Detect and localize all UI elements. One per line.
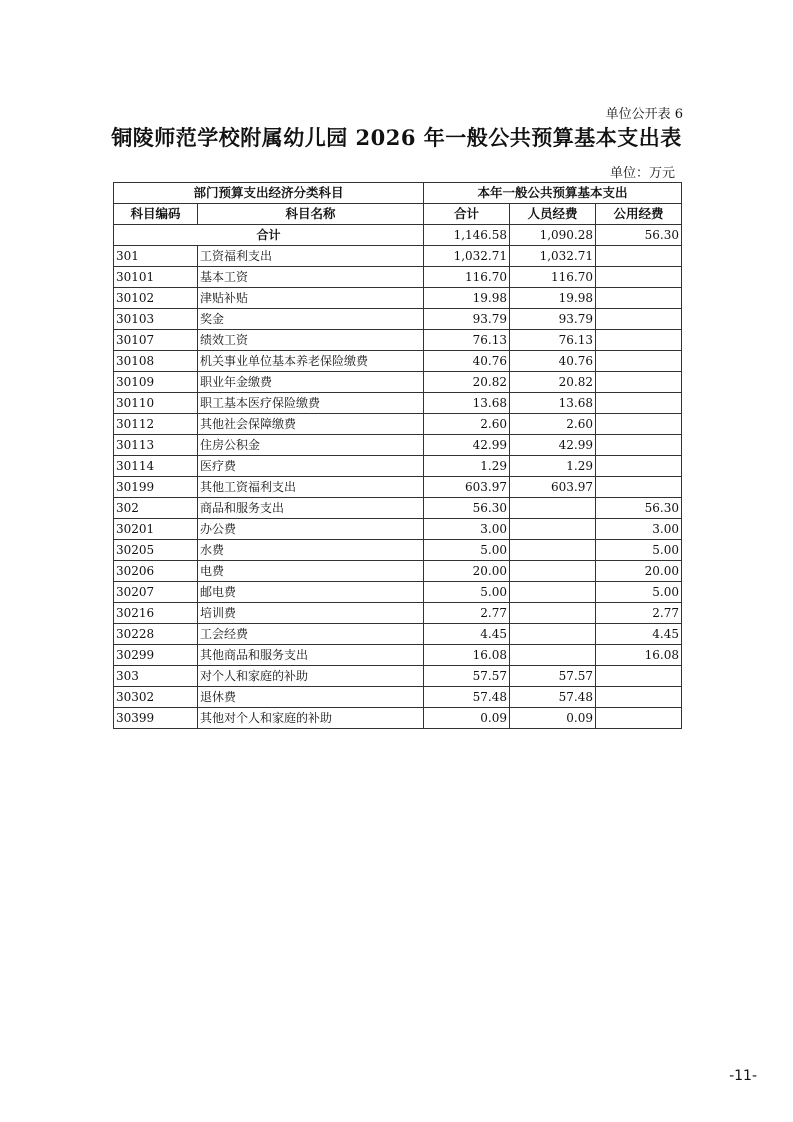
row-total: 20.82: [424, 372, 510, 393]
table-row: [114, 540, 682, 561]
row-total: 16.08: [424, 645, 510, 666]
row-name: 奖金: [198, 309, 424, 330]
table-row: [114, 498, 682, 519]
row-total: 13.68: [424, 393, 510, 414]
row-personnel: [510, 498, 596, 519]
row-personnel: [510, 561, 596, 582]
header-group-classification: 部门预算支出经济分类科目: [114, 183, 424, 204]
row-total: 76.13: [424, 330, 510, 351]
table-row: [114, 708, 682, 729]
row-code: 30114: [114, 456, 198, 477]
row-total: 1.29: [424, 456, 510, 477]
row-public: 3.00: [596, 519, 682, 540]
table-row: [114, 309, 682, 330]
row-personnel: [510, 519, 596, 540]
row-public: [596, 435, 682, 456]
row-total: 56.30: [424, 498, 510, 519]
row-personnel: 57.48: [510, 687, 596, 708]
row-total: 42.99: [424, 435, 510, 456]
table-row: [114, 330, 682, 351]
row-personnel: 40.76: [510, 351, 596, 372]
row-name: 水费: [198, 540, 424, 561]
row-code: 30399: [114, 708, 198, 729]
row-code: 30207: [114, 582, 198, 603]
row-name: 商品和服务支出: [198, 498, 424, 519]
table-row: [114, 351, 682, 372]
total-row-label: 合计: [114, 225, 424, 246]
table-row: [114, 687, 682, 708]
header-name: 科目名称: [198, 204, 424, 225]
row-public: [596, 687, 682, 708]
table-row: [114, 456, 682, 477]
row-personnel: [510, 645, 596, 666]
row-public: [596, 246, 682, 267]
row-public: [596, 456, 682, 477]
row-total: 2.60: [424, 414, 510, 435]
row-name: 其他社会保障缴费: [198, 414, 424, 435]
table-row: [114, 267, 682, 288]
row-public: 4.45: [596, 624, 682, 645]
page-number: -11-: [729, 1068, 757, 1084]
row-name: 邮电费: [198, 582, 424, 603]
row-total: 93.79: [424, 309, 510, 330]
row-code: 30110: [114, 393, 198, 414]
header-code: 科目编码: [114, 204, 198, 225]
table-row: [114, 393, 682, 414]
row-code: 30101: [114, 267, 198, 288]
row-personnel: [510, 582, 596, 603]
row-total: 3.00: [424, 519, 510, 540]
table-row: [114, 624, 682, 645]
row-name: 退休费: [198, 687, 424, 708]
table-row: [114, 666, 682, 687]
row-code: 30302: [114, 687, 198, 708]
table-row: [114, 246, 682, 267]
table-row: [114, 582, 682, 603]
budget-table: [113, 182, 682, 729]
table-row: [114, 603, 682, 624]
row-personnel: 19.98: [510, 288, 596, 309]
row-name: 医疗费: [198, 456, 424, 477]
row-personnel: 42.99: [510, 435, 596, 456]
table-row: [114, 561, 682, 582]
row-code: 30109: [114, 372, 198, 393]
row-public: [596, 309, 682, 330]
row-personnel: 0.09: [510, 708, 596, 729]
row-code: 30103: [114, 309, 198, 330]
row-name: 职业年金缴费: [198, 372, 424, 393]
row-total: 19.98: [424, 288, 510, 309]
table-row: [114, 414, 682, 435]
row-code: 30299: [114, 645, 198, 666]
row-total: 57.57: [424, 666, 510, 687]
row-personnel: 2.60: [510, 414, 596, 435]
row-total: 40.76: [424, 351, 510, 372]
row-total: 4.45: [424, 624, 510, 645]
row-total: 5.00: [424, 540, 510, 561]
row-code: 30107: [114, 330, 198, 351]
row-public: [596, 477, 682, 498]
row-public: [596, 288, 682, 309]
row-public: [596, 393, 682, 414]
table-row: [114, 477, 682, 498]
row-personnel: 93.79: [510, 309, 596, 330]
row-total: 57.48: [424, 687, 510, 708]
row-name: 电费: [198, 561, 424, 582]
row-code: 30112: [114, 414, 198, 435]
row-name: 基本工资: [198, 267, 424, 288]
row-code: 30201: [114, 519, 198, 540]
row-name: 培训费: [198, 603, 424, 624]
row-code: 303: [114, 666, 198, 687]
row-name: 其他对个人和家庭的补助: [198, 708, 424, 729]
row-name: 职工基本医疗保险缴费: [198, 393, 424, 414]
row-total: 2.77: [424, 603, 510, 624]
total-row-public: 56.30: [596, 225, 682, 246]
row-public: [596, 414, 682, 435]
header-public: 公用经费: [596, 204, 682, 225]
row-name: 工资福利支出: [198, 246, 424, 267]
table-number-label: 单位公开表 6: [605, 107, 683, 122]
row-public: 5.00: [596, 540, 682, 561]
total-row-personnel: 1,090.28: [510, 225, 596, 246]
row-public: [596, 351, 682, 372]
row-code: 30228: [114, 624, 198, 645]
page-title: 铜陵师范学校附属幼儿园 2026 年一般公共预算基本支出表: [111, 125, 682, 150]
header-total: 合计: [424, 204, 510, 225]
row-personnel: [510, 540, 596, 561]
table-row: [114, 288, 682, 309]
row-public: [596, 666, 682, 687]
total-row-total: 1,146.58: [424, 225, 510, 246]
row-name: 机关事业单位基本养老保险缴费: [198, 351, 424, 372]
row-name: 其他商品和服务支出: [198, 645, 424, 666]
row-code: 301: [114, 246, 198, 267]
row-code: 30205: [114, 540, 198, 561]
row-personnel: 13.68: [510, 393, 596, 414]
row-code: 30206: [114, 561, 198, 582]
row-public: 16.08: [596, 645, 682, 666]
row-personnel: 76.13: [510, 330, 596, 351]
row-public: 2.77: [596, 603, 682, 624]
row-personnel: 57.57: [510, 666, 596, 687]
header-group-row: [114, 183, 682, 204]
row-public: [596, 372, 682, 393]
table-row: [114, 372, 682, 393]
header-column-row: [114, 204, 682, 225]
row-total: 0.09: [424, 708, 510, 729]
row-total: 5.00: [424, 582, 510, 603]
row-name: 住房公积金: [198, 435, 424, 456]
row-total: 603.97: [424, 477, 510, 498]
row-personnel: 1,032.71: [510, 246, 596, 267]
row-personnel: 116.70: [510, 267, 596, 288]
row-total: 20.00: [424, 561, 510, 582]
row-public: [596, 267, 682, 288]
row-name: 津贴补贴: [198, 288, 424, 309]
row-personnel: [510, 603, 596, 624]
table-row: [114, 519, 682, 540]
row-total: 1,032.71: [424, 246, 510, 267]
header-group-expenditure: 本年一般公共预算基本支出: [424, 183, 682, 204]
total-row: [114, 225, 682, 246]
row-name: 绩效工资: [198, 330, 424, 351]
row-code: 30113: [114, 435, 198, 456]
row-personnel: 1.29: [510, 456, 596, 477]
row-code: 302: [114, 498, 198, 519]
row-public: 20.00: [596, 561, 682, 582]
unit-label: 单位：万元: [609, 166, 675, 181]
row-public: 5.00: [596, 582, 682, 603]
row-personnel: [510, 624, 596, 645]
row-code: 30102: [114, 288, 198, 309]
row-public: [596, 708, 682, 729]
row-name: 办公费: [198, 519, 424, 540]
row-total: 116.70: [424, 267, 510, 288]
table-row: [114, 645, 682, 666]
row-name: 其他工资福利支出: [198, 477, 424, 498]
row-name: 工会经费: [198, 624, 424, 645]
row-code: 30108: [114, 351, 198, 372]
row-personnel: 20.82: [510, 372, 596, 393]
row-code: 30216: [114, 603, 198, 624]
row-name: 对个人和家庭的补助: [198, 666, 424, 687]
header-personnel: 人员经费: [510, 204, 596, 225]
row-public: 56.30: [596, 498, 682, 519]
row-personnel: 603.97: [510, 477, 596, 498]
row-public: [596, 330, 682, 351]
table-row: [114, 435, 682, 456]
row-code: 30199: [114, 477, 198, 498]
